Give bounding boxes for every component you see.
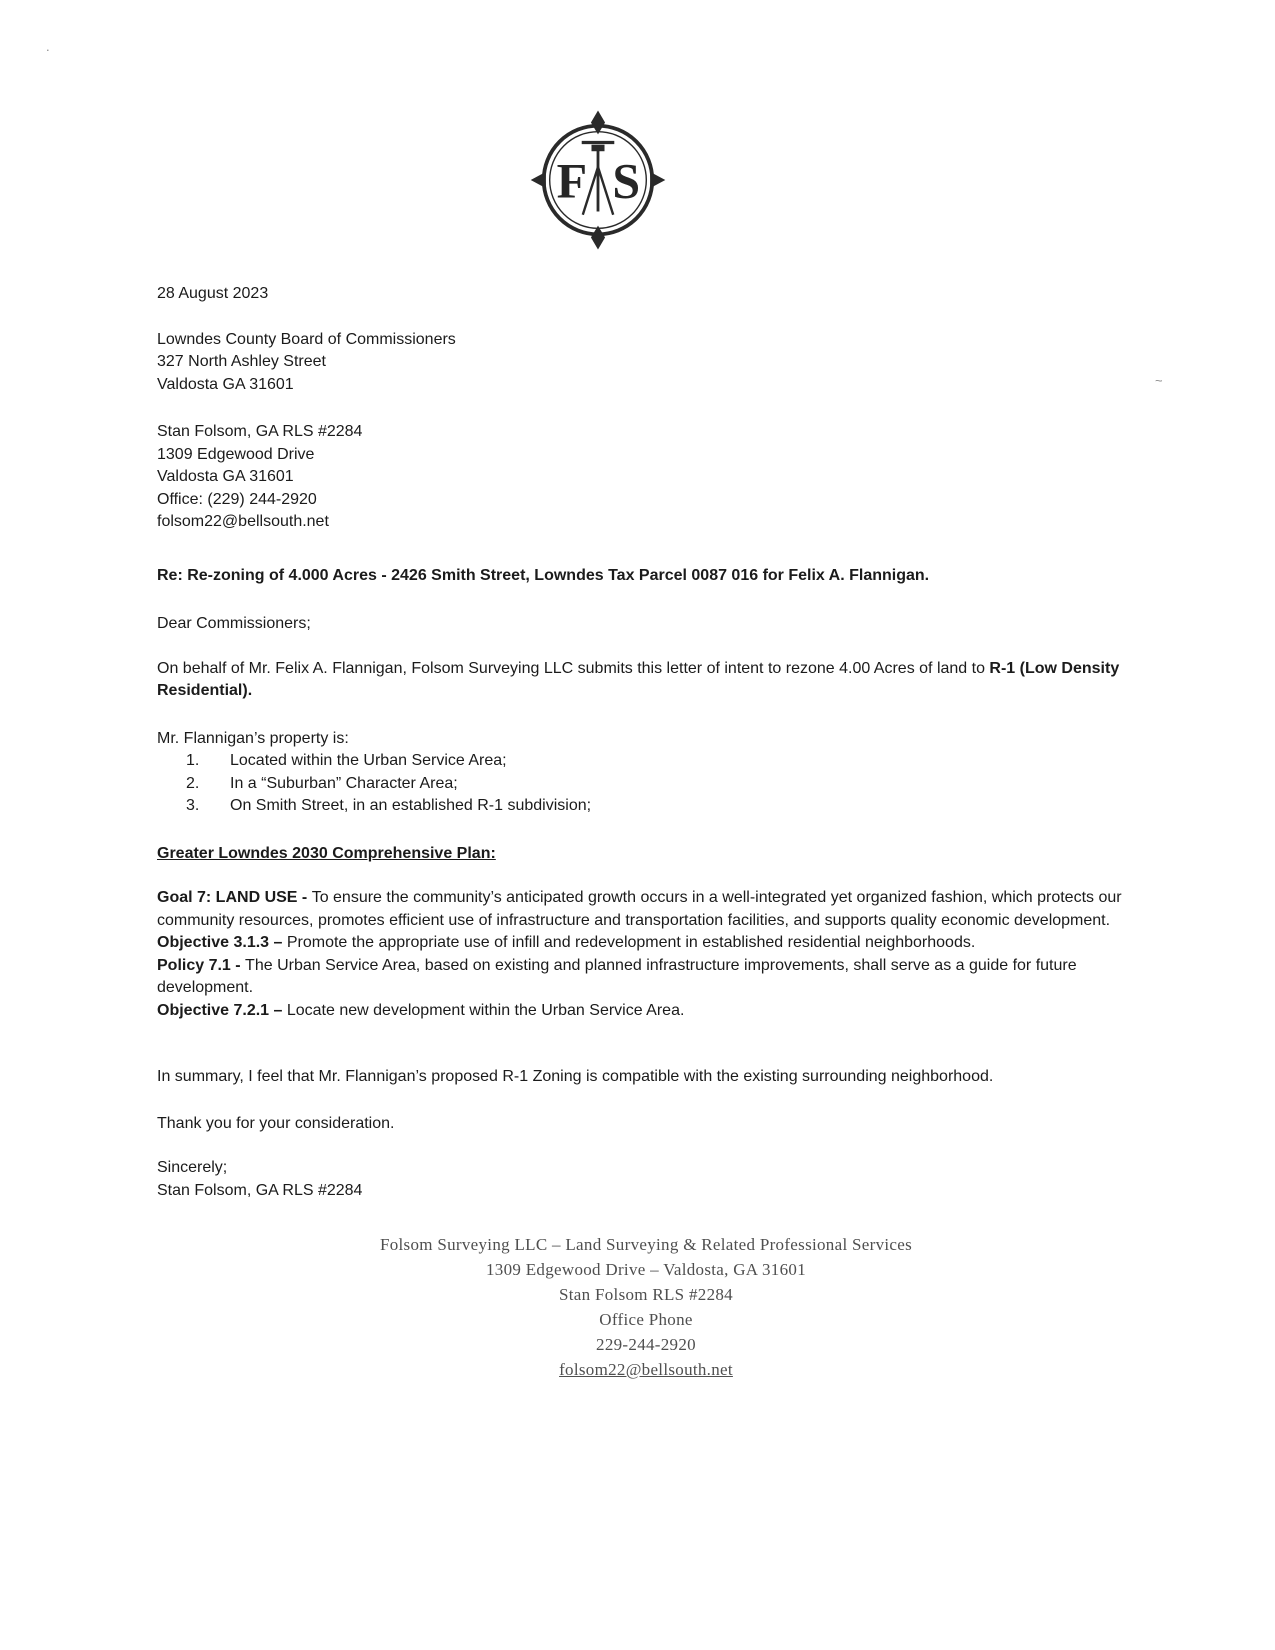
plan-paragraph bbox=[157, 932, 1135, 955]
property-list bbox=[157, 750, 1135, 818]
compass-east-icon bbox=[650, 172, 665, 188]
property-item-text: In a “Suburban” Character Area; bbox=[230, 774, 458, 792]
plan-lead: Objective 3.1.3 – bbox=[157, 934, 287, 951]
sender-line: Stan Folsom, GA RLS #2284 bbox=[157, 423, 363, 440]
plan-text: The Urban Service Area, based on existing and planned infrastructure improvements, shall serve as a guide for future development. bbox=[157, 956, 1077, 996]
intro-paragraph bbox=[157, 658, 1135, 703]
sender-address bbox=[157, 421, 1135, 534]
property-item-text: Located within the Urban Service Area; bbox=[230, 752, 507, 769]
sender-line: Valdosta GA 31601 bbox=[157, 468, 294, 485]
footer-email-link: folsom22@bellsouth.net bbox=[559, 1360, 733, 1379]
property-item-text: On Smith Street, in an established R-1 subdivision; bbox=[230, 797, 592, 814]
plan-lead: Policy 7.1 - bbox=[157, 956, 246, 974]
property-item-number: 2. bbox=[186, 774, 200, 792]
company-logo bbox=[522, 104, 674, 256]
salutation: Dear Commissioners; bbox=[157, 615, 311, 632]
footer-line: Folsom Surveying LLC – Land Surveying & Related Professional Services bbox=[379, 1235, 913, 1254]
property-item-number: 3. bbox=[186, 797, 200, 814]
plan-lead: Goal 7: LAND USE - bbox=[157, 889, 312, 906]
footer-line: Stan Folsom RLS #2284 bbox=[559, 1285, 733, 1304]
property-item-number: 1. bbox=[186, 752, 200, 769]
recipient-line: 327 North Ashley Street bbox=[157, 353, 326, 370]
intro-text: On behalf of Mr. Felix A. Flannigan, Folsom Surveying LLC submits this letter of intent to rezone 4.00 Acres of land to bbox=[157, 659, 990, 677]
logo-container bbox=[0, 0, 1275, 256]
logo-letter-s: S bbox=[611, 152, 640, 209]
property-item bbox=[157, 795, 1135, 818]
footer-line bbox=[157, 1357, 1135, 1382]
plan-paragraph bbox=[157, 1000, 1135, 1023]
date-line: 28 August 2023 bbox=[157, 285, 269, 302]
scan-artifact: ~ bbox=[1155, 373, 1163, 388]
property-item bbox=[157, 773, 1135, 796]
plan-block bbox=[157, 887, 1135, 1022]
recipient-line: Lowndes County Board of Commissioners bbox=[157, 330, 456, 348]
signature-name: Stan Folsom, GA RLS #2284 bbox=[157, 1181, 363, 1199]
closing: Sincerely; bbox=[157, 1159, 228, 1176]
subject-line: Re: Re-zoning of 4.000 Acres - 2426 Smith Street, Lowndes Tax Parcel 0087 016 for Felix A. Flannigan. bbox=[157, 566, 930, 584]
summary-paragraph: In summary, I feel that Mr. Flannigan’s proposed R-1 Zoning is compatible with the existing surrounding neighborhood. bbox=[157, 1068, 994, 1085]
intro-bold-text: R-1 (Low Density Residential). bbox=[157, 659, 1120, 699]
property-intro: Mr. Flannigan’s property is: bbox=[157, 729, 349, 747]
sender-line: folsom22@bellsouth.net bbox=[157, 513, 329, 530]
recipient-address bbox=[157, 329, 1135, 397]
footer-letterhead bbox=[157, 1232, 1135, 1382]
scan-artifact: . bbox=[46, 39, 50, 54]
footer-line: 229-244-2920 bbox=[596, 1335, 696, 1354]
footer-line: 1309 Edgewood Drive – Valdosta, GA 31601 bbox=[485, 1260, 807, 1279]
plan-text: To ensure the community’s anticipated growth occurs in a well-integrated yet organized fashion, which protects our community resources, promotes efficient use of infrastructure and transportation facilities, and supports quality economic development. bbox=[157, 889, 1122, 929]
plan-text: Promote the appropriate use of infill and redevelopment in established residential neighborhoods. bbox=[286, 934, 976, 951]
logo-letter-f: F bbox=[556, 152, 587, 209]
property-item bbox=[157, 750, 1135, 773]
letter-body bbox=[0, 283, 1275, 1382]
compass-north-icon bbox=[590, 111, 604, 135]
plan-paragraph bbox=[157, 955, 1135, 1000]
plan-heading: Greater Lowndes 2030 Comprehensive Plan: bbox=[157, 844, 496, 862]
thanks-paragraph: Thank you for your consideration. bbox=[157, 1114, 395, 1132]
sender-line: Office: (229) 244-2920 bbox=[157, 490, 317, 508]
plan-paragraph bbox=[157, 887, 1135, 932]
footer-line: Office Phone bbox=[599, 1310, 693, 1329]
plan-lead: Objective 7.2.1 – bbox=[157, 1001, 287, 1019]
sender-line: 1309 Edgewood Drive bbox=[157, 445, 315, 463]
compass-west-icon bbox=[530, 172, 545, 188]
plan-text: Locate new development within the Urban Service Area. bbox=[286, 1001, 685, 1019]
recipient-line: Valdosta GA 31601 bbox=[157, 375, 294, 393]
compass-south-icon bbox=[590, 226, 604, 250]
